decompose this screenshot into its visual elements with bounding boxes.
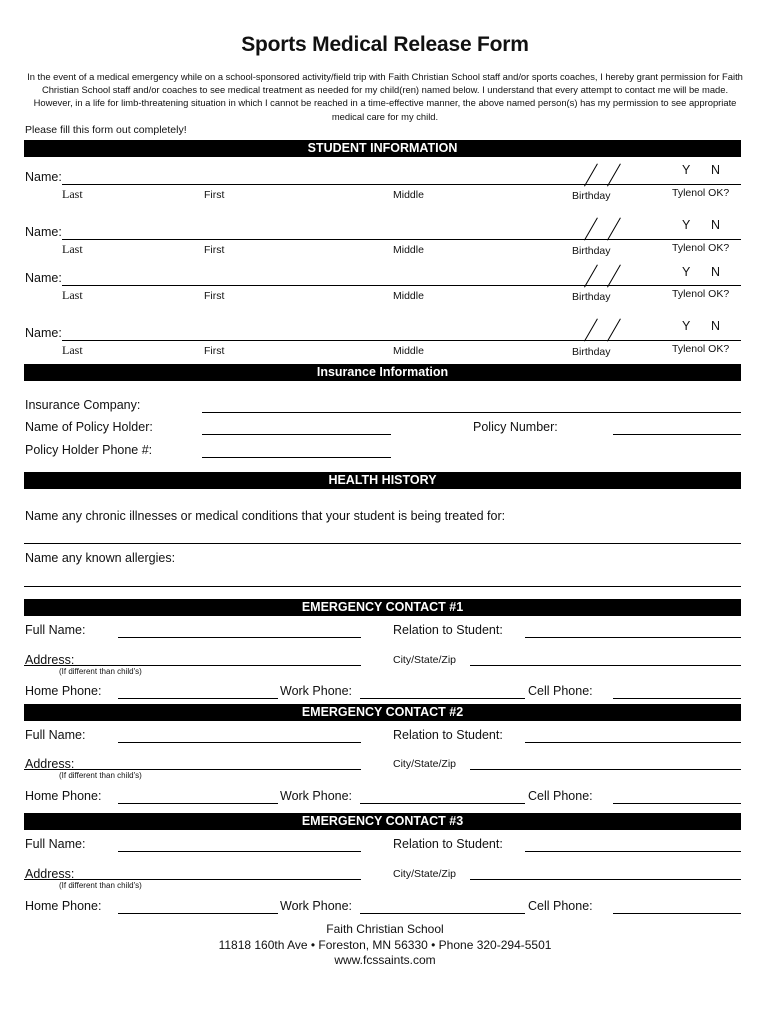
student-1-last-label: Last bbox=[62, 187, 83, 201]
contact-3-address-field[interactable] bbox=[24, 879, 361, 880]
student-1-name-label: Name: bbox=[25, 170, 62, 184]
contact-1-full-name-label: Full Name: bbox=[25, 623, 86, 637]
contact-1-city-state-zip-field[interactable] bbox=[470, 665, 741, 666]
student-4-name-field[interactable] bbox=[62, 340, 741, 341]
student-2-birthday-slash-2 bbox=[607, 217, 621, 240]
footer bbox=[0, 922, 770, 969]
student-1-tylenol-no[interactable]: N bbox=[711, 163, 721, 177]
footer-school-name: Faith Christian School bbox=[326, 922, 444, 936]
student-3-birthday-label: Birthday bbox=[572, 291, 611, 303]
student-1-first-label: First bbox=[204, 189, 225, 201]
student-4-middle-label: Middle bbox=[393, 345, 424, 357]
student-2-birthday-slash-1 bbox=[584, 217, 598, 240]
contact-3-work-phone-field[interactable] bbox=[360, 913, 525, 914]
student-3-tylenol-yes[interactable]: Y bbox=[682, 265, 691, 279]
contact-2-home-phone-label: Home Phone: bbox=[25, 789, 102, 803]
contact-1-work-phone-label: Work Phone: bbox=[280, 684, 353, 698]
chronic-illness-label: Name any chronic illnesses or medical conditions that your student is being treated for: bbox=[25, 509, 506, 523]
student-1-birthday-label: Birthday bbox=[572, 190, 611, 202]
student-3-name-field[interactable] bbox=[62, 285, 741, 286]
student-2-name-label: Name: bbox=[25, 225, 62, 239]
student-2-tylenol-yes[interactable]: Y bbox=[682, 218, 691, 232]
contact-2-cell-phone-field[interactable] bbox=[613, 803, 741, 804]
contact-1-home-phone-label: Home Phone: bbox=[25, 684, 102, 698]
allergies-label: Name any known allergies: bbox=[25, 551, 176, 565]
student-2-first-label: First bbox=[204, 244, 225, 256]
policy-holder-label: Name of Policy Holder: bbox=[25, 420, 153, 434]
student-1-tylenol-label: Tylenol OK? bbox=[672, 187, 730, 199]
contact-1-cell-phone-field[interactable] bbox=[613, 698, 741, 699]
student-4-tylenol-no[interactable]: N bbox=[711, 319, 721, 333]
contact-3-cell-phone-label: Cell Phone: bbox=[528, 899, 593, 913]
contact-3-full-name-field[interactable] bbox=[118, 851, 361, 852]
policy-holder-phone-label: Policy Holder Phone #: bbox=[25, 443, 153, 457]
student-2-tylenol-label: Tylenol OK? bbox=[672, 242, 730, 254]
form-title: Sports Medical Release Form bbox=[241, 33, 529, 56]
contact-3-relation-label: Relation to Student: bbox=[393, 837, 503, 851]
student-3-middle-label: Middle bbox=[393, 290, 424, 302]
contact-1-address-label: Address: bbox=[25, 653, 75, 667]
chronic-illness-field[interactable] bbox=[24, 543, 741, 544]
allergies-field[interactable] bbox=[24, 586, 741, 587]
emergency-contact-2-header: EMERGENCY CONTACT #2 bbox=[24, 704, 741, 721]
student-4-tylenol-yes[interactable]: Y bbox=[682, 319, 691, 333]
student-3-name-label: Name: bbox=[25, 271, 62, 285]
contact-2-city-state-zip-field[interactable] bbox=[470, 769, 741, 770]
student-4-birthday-label: Birthday bbox=[572, 346, 611, 358]
contact-2-cell-phone-label: Cell Phone: bbox=[528, 789, 593, 803]
contact-1-work-phone-field[interactable] bbox=[360, 698, 525, 699]
contact-2-home-phone-field[interactable] bbox=[118, 803, 278, 804]
contact-1-address-field[interactable] bbox=[24, 665, 361, 666]
footer-website: www.fcssaints.com bbox=[334, 953, 436, 967]
contact-3-cell-phone-field[interactable] bbox=[613, 913, 741, 914]
insurance-company-field[interactable] bbox=[202, 412, 741, 413]
contact-2-address-field[interactable] bbox=[24, 769, 361, 770]
instruction-text: Please fill this form out completely! bbox=[25, 124, 187, 136]
policy-number-label: Policy Number: bbox=[473, 420, 558, 434]
student-4-last-label: Last bbox=[62, 343, 83, 357]
health-history-header: HEALTH HISTORY bbox=[24, 472, 741, 489]
student-1-tylenol-yes[interactable]: Y bbox=[682, 163, 691, 177]
contact-2-relation-label: Relation to Student: bbox=[393, 728, 503, 742]
contact-2-full-name-field[interactable] bbox=[118, 742, 361, 743]
contact-3-relation-field[interactable] bbox=[525, 851, 741, 852]
policy-number-field[interactable] bbox=[613, 434, 741, 435]
insurance-company-label: Insurance Company: bbox=[25, 398, 141, 412]
contact-1-relation-label: Relation to Student: bbox=[393, 623, 503, 637]
contact-2-full-name-label: Full Name: bbox=[25, 728, 86, 742]
student-2-last-label: Last bbox=[62, 242, 83, 256]
student-4-birthday-slash-1 bbox=[584, 318, 598, 341]
student-3-tylenol-no[interactable]: N bbox=[711, 265, 721, 279]
contact-2-relation-field[interactable] bbox=[525, 742, 741, 743]
emergency-contact-3-header: EMERGENCY CONTACT #3 bbox=[24, 813, 741, 830]
student-3-tylenol-label: Tylenol OK? bbox=[672, 288, 730, 300]
contact-2-work-phone-label: Work Phone: bbox=[280, 789, 353, 803]
policy-holder-phone-field[interactable] bbox=[202, 457, 391, 458]
policy-holder-field[interactable] bbox=[202, 434, 391, 435]
contact-1-full-name-field[interactable] bbox=[118, 637, 361, 638]
contact-3-city-state-zip-label: City/State/Zip bbox=[393, 868, 457, 880]
student-2-tylenol-no[interactable]: N bbox=[711, 218, 721, 232]
student-1-middle-label: Middle bbox=[393, 189, 424, 201]
contact-3-address-label: Address: bbox=[25, 867, 75, 881]
contact-3-home-phone-label: Home Phone: bbox=[25, 899, 102, 913]
contact-1-cell-phone-label: Cell Phone: bbox=[528, 684, 593, 698]
student-4-birthday-slash-2 bbox=[607, 318, 621, 341]
student-2-middle-label: Middle bbox=[393, 244, 424, 256]
contact-1-address-note: (If different than child's) bbox=[59, 667, 142, 676]
contact-1-city-state-zip-label: City/State/Zip bbox=[393, 654, 457, 666]
student-4-tylenol-label: Tylenol OK? bbox=[672, 343, 730, 355]
contact-3-home-phone-field[interactable] bbox=[118, 913, 278, 914]
intro-paragraph: In the event of a medical emergency while on a school-sponsored activity/field trip with Faith Christian School staff and/or sports coaches, I hereby grant permission for Faith Christian School staff and/or coaches to see medical treatment as needed for my child(ren) named below. I understand that every attempt to contact me will be made. However, in a life for limb-threatening situation in which I cannot be reached in a time-effective manner, the above named person(s) has my permission to see appropriate medical care for my child. bbox=[27, 71, 743, 122]
contact-3-address-note: (If different than child's) bbox=[59, 881, 142, 890]
student-2-birthday-label: Birthday bbox=[572, 245, 611, 257]
contact-2-city-state-zip-label: City/State/Zip bbox=[393, 758, 457, 770]
student-1-name-field[interactable] bbox=[62, 184, 741, 185]
student-4-name-label: Name: bbox=[25, 326, 62, 340]
student-info-header: STUDENT INFORMATION bbox=[24, 140, 741, 157]
contact-2-address-label: Address: bbox=[25, 757, 75, 771]
student-4-first-label: First bbox=[204, 345, 225, 357]
student-3-first-label: First bbox=[204, 290, 225, 302]
contact-3-work-phone-label: Work Phone: bbox=[280, 899, 353, 913]
student-2-name-field[interactable] bbox=[62, 239, 741, 240]
contact-1-home-phone-field[interactable] bbox=[118, 698, 278, 699]
emergency-contact-1-header: EMERGENCY CONTACT #1 bbox=[24, 599, 741, 616]
contact-3-full-name-label: Full Name: bbox=[25, 837, 86, 851]
contact-3-city-state-zip-field[interactable] bbox=[470, 879, 741, 880]
contact-2-address-note: (If different than child's) bbox=[59, 771, 142, 780]
contact-1-relation-field[interactable] bbox=[525, 637, 741, 638]
student-3-last-label: Last bbox=[62, 288, 83, 302]
insurance-info-header: Insurance Information bbox=[24, 364, 741, 381]
footer-address: 11818 160th Ave • Foreston, MN 56330 • Phone 320-294-5501 bbox=[218, 937, 552, 952]
contact-2-work-phone-field[interactable] bbox=[360, 803, 525, 804]
